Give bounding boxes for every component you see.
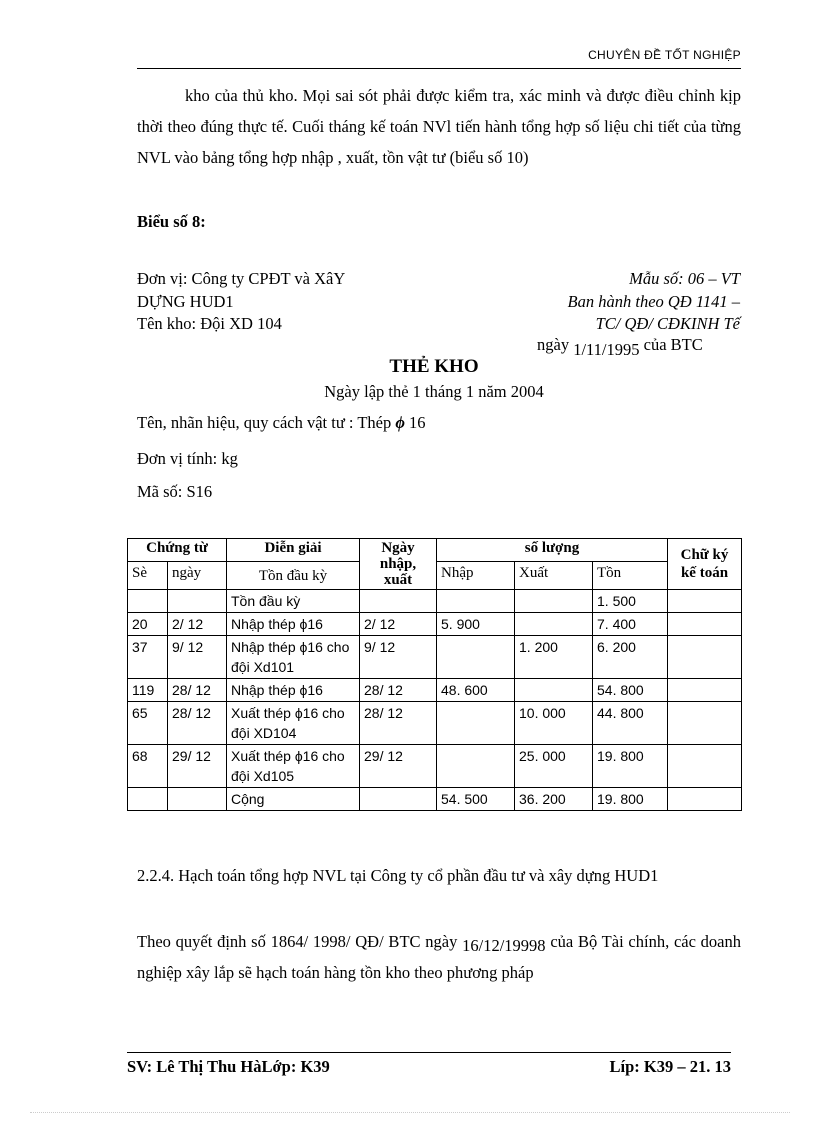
item-size: 16	[409, 413, 426, 432]
table-row	[128, 679, 742, 702]
section-body	[137, 926, 741, 988]
cell-ngay-nx: 2/ 12	[360, 613, 437, 636]
unit-line1: Đơn vị: Công ty CPĐT và XâY	[137, 269, 346, 288]
header-soluong: số lượng	[437, 539, 668, 562]
card-date: Ngày lập thẻ 1 tháng 1 năm 2004	[324, 382, 544, 401]
section-body-date: 16/12/19998	[462, 936, 546, 955]
cell-xuat	[515, 679, 593, 702]
card-title: THẺ KHO	[389, 356, 479, 377]
form-line4-c: của BTC	[643, 335, 703, 354]
cell-so: 65	[128, 702, 168, 745]
cell-diengiai: Cộng	[227, 788, 360, 811]
item-symbol: ϕ	[395, 413, 405, 432]
header-ngay: ngày	[168, 562, 227, 590]
cell-ngay: 28/ 12	[168, 702, 227, 745]
cell-xuat	[515, 613, 593, 636]
header-so: Sè	[128, 562, 168, 590]
header-chungtu: Chứng từ	[128, 539, 227, 562]
footer-left: SV: Lê Thị Thu HàLớp: K39	[127, 1057, 330, 1076]
cell-ton: 54. 800	[593, 679, 668, 702]
header-title: CHUYÊN ĐỀ TỐT NGHIỆP	[588, 48, 741, 62]
section-body-a: Theo quyết định số 1864/ 1998/ QĐ/ BTC ngày	[137, 932, 458, 951]
cell-ton: 44. 800	[593, 702, 668, 745]
header-ton: Tồn	[593, 562, 668, 590]
page-footer	[127, 1052, 731, 1077]
cell-diengiai: Tồn đầu kỳ	[227, 590, 360, 613]
intro-paragraph: kho của thủ kho. Mọi sai sót phải được kiểm tra, xác minh và được điều chỉnh kịp thời theo đúng thực tế. Cuối tháng kế toán NVl tiến hành tổng hợp số liệu chi tiết của từng NVL vào bảng tổng hợp nhập , xuất, tồn vật tư (biểu số 10)	[137, 86, 741, 167]
cell-so	[128, 788, 168, 811]
header-row-1	[128, 539, 742, 562]
cell-xuat	[515, 590, 593, 613]
unit-line2: DỰNG HUD1	[137, 292, 234, 311]
cell-nhap: 5. 900	[437, 613, 515, 636]
cell-nhap	[437, 590, 515, 613]
cell-diengiai: Nhập thép ϕ16 cho đội Xd101	[227, 636, 360, 679]
table-row	[128, 613, 742, 636]
header-xuat: Xuất	[515, 562, 593, 590]
cell-ngay-nx: 9/ 12	[360, 636, 437, 679]
figure-caption: Biểu số 8:	[137, 212, 206, 231]
cell-so	[128, 590, 168, 613]
section-heading: 2.2.4. Hạch toán tổng hợp NVL tại Công ty cổ phần đầu tư và xây dựng HUD1	[137, 866, 659, 885]
table-row	[128, 745, 742, 788]
cell-ngay: 2/ 12	[168, 613, 227, 636]
stock-card-table	[127, 538, 742, 811]
cell-ngay-nx: 28/ 12	[360, 679, 437, 702]
cell-ngay: 28/ 12	[168, 679, 227, 702]
cell-chuky	[668, 590, 742, 613]
cell-nhap: 48. 600	[437, 679, 515, 702]
cell-so: 20	[128, 613, 168, 636]
cell-nhap	[437, 636, 515, 679]
cell-ton: 7. 400	[593, 613, 668, 636]
table-total-row	[128, 788, 742, 811]
form-line4-date: 1/11/1995	[573, 340, 640, 359]
table-row	[128, 702, 742, 745]
item-name	[137, 412, 426, 434]
form-line4-a: ngày	[537, 335, 570, 354]
table-row	[128, 590, 742, 613]
cell-so: 37	[128, 636, 168, 679]
cell-chuky	[668, 679, 742, 702]
page-header	[137, 48, 741, 69]
item-label: Tên, nhãn hiệu, quy cách vật tư : Thép	[137, 413, 392, 432]
cell-so: 119	[128, 679, 168, 702]
cell-xuat: 1. 200	[515, 636, 593, 679]
unit-of-measure: Đơn vị tính: kg	[137, 449, 238, 468]
table-row	[128, 636, 742, 679]
form-line1: Mẫu số: 06 – VT	[629, 269, 740, 288]
form-line3: TC/ QĐ/ CĐKINH Tế	[595, 314, 740, 333]
cell-diengiai: Xuất thép ϕ16 cho đội Xd105	[227, 745, 360, 788]
cell-ton: 1. 500	[593, 590, 668, 613]
cell-nhap	[437, 745, 515, 788]
page-bottom-divider	[30, 1112, 790, 1113]
cell-ton: 19. 800	[593, 745, 668, 788]
cell-ngay: 29/ 12	[168, 745, 227, 788]
cell-xuat: 25. 000	[515, 745, 593, 788]
cell-xuat: 10. 000	[515, 702, 593, 745]
cell-ngay: 9/ 12	[168, 636, 227, 679]
cell-xuat: 36. 200	[515, 788, 593, 811]
cell-nhap	[437, 702, 515, 745]
cell-ngay-nx	[360, 788, 437, 811]
section-body-b: của Bộ Tài chính, các doanh nghiệp xây lắp sẽ hạch toán hàng tồn kho theo phương pháp	[137, 932, 742, 982]
header-diengiai-sub: Tồn đầu kỳ	[227, 562, 360, 590]
header-diengiai: Diễn giải	[227, 539, 360, 562]
cell-diengiai: Nhập thép ϕ16	[227, 613, 360, 636]
cell-so: 68	[128, 745, 168, 788]
cell-ngay-nx: 28/ 12	[360, 702, 437, 745]
header-chuky: Chữ ký kế toán	[668, 539, 742, 590]
cell-ngay-nx	[360, 590, 437, 613]
cell-nhap: 54. 500	[437, 788, 515, 811]
cell-chuky	[668, 636, 742, 679]
cell-chuky	[668, 788, 742, 811]
cell-ngay	[168, 590, 227, 613]
cell-diengiai: Nhập thép ϕ16	[227, 679, 360, 702]
cell-ngay-nx: 29/ 12	[360, 745, 437, 788]
footer-right: Líp: K39 – 21. 13	[609, 1057, 731, 1076]
cell-chuky	[668, 745, 742, 788]
header-nhap: Nhập	[437, 562, 515, 590]
cell-chuky	[668, 613, 742, 636]
form-line4	[537, 334, 703, 359]
cell-diengiai: Xuất thép ϕ16 cho đội XD104	[227, 702, 360, 745]
cell-ton: 19. 800	[593, 788, 668, 811]
cell-ton: 6. 200	[593, 636, 668, 679]
unit-line3: Tên kho: Đội XD 104	[137, 314, 282, 333]
cell-chuky	[668, 702, 742, 745]
item-code: Mã số: S16	[137, 482, 213, 501]
form-line2: Ban hành theo QĐ 1141 –	[567, 292, 740, 311]
header-ngay-nhap-xuat: Ngày nhập, xuất	[360, 539, 437, 590]
cell-ngay	[168, 788, 227, 811]
